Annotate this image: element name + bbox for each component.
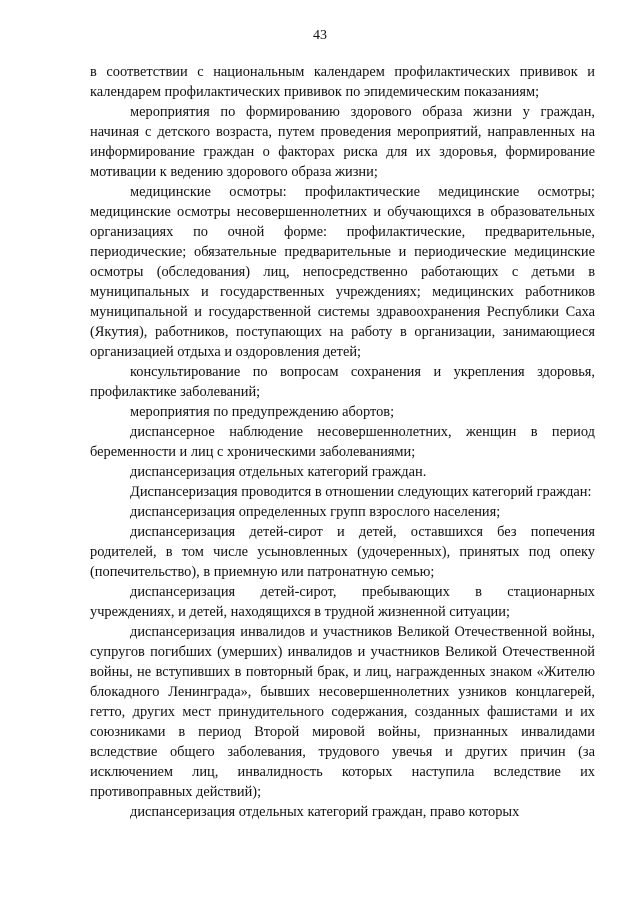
paragraph-war-veterans: диспансеризация инвалидов и участников Великой Отечественной войны, супругов погибших (умерших) инвалидов и участников Великой Отечественной войны, не вступивших в повторный брак, и лиц, награжденных знаком «Жителю блокадного Ленинграда», бывших несовершеннолетних узников концлагерей, гетто, других мест принудительного содержания, созданных фашистами и их союзниками в период Второй мировой войны, признанных инвалидами вследствие общего заболевания, трудового увечья и других причин (за исключением лиц, инвалидность которых наступила вследствие их противоправных действий); bbox=[90, 624, 595, 800]
paragraph-abortion-prevention: мероприятия по предупреждению абортов; bbox=[130, 404, 395, 420]
paragraph-other-categories: диспансеризация отдельных категорий граждан, право которых bbox=[130, 804, 520, 820]
paragraph-orphans-in-institutions: диспансеризация детей-сирот, пребывающих в стационарных учреждениях, и детей, находящихся в трудной жизненной ситуации; bbox=[90, 584, 595, 620]
paragraph-adult-population: диспансеризация определенных групп взрослого населения; bbox=[130, 504, 501, 520]
paragraph-orphans-without-care: диспансеризация детей-сирот и детей, оставшихся без попечения родителей, в том числе усыновленных (удочеренных), принятых под опеку (попечительство), в приемную или патронатную семью; bbox=[90, 524, 595, 580]
paragraph-healthy-lifestyle: мероприятия по формированию здорового образа жизни у граждан, начиная с детского возраста, путем проведения мероприятий, направленных на информирование граждан о факторах риска для их здоровья, формирование мотивации к ведению здорового образа жизни; bbox=[90, 104, 595, 180]
paragraph-dispensarization-intro: Диспансеризация проводится в отношении следующих категорий граждан: bbox=[130, 484, 592, 500]
paragraph-consulting: консультирование по вопросам сохранения и укрепления здоровья, профилактике заболеваний; bbox=[90, 364, 595, 400]
paragraph-dispensarization-categories: диспансеризация отдельных категорий граждан. bbox=[130, 464, 427, 480]
paragraph-vaccination-calendar: в соответствии с национальным календарем профилактических прививок и календарем профилактических прививок по эпидемическим показаниям; bbox=[90, 64, 595, 100]
page-number: 43 bbox=[313, 28, 327, 43]
paragraph-medical-examinations: медицинские осмотры: профилактические медицинские осмотры; медицинские осмотры несовершеннолетних и обучающихся в образовательных организациях по очной форме: профилактические, предварительные, периодические; обязательные предварительные и периодические медицинские осмотры (обследования) лиц, непосредственно работающих с детьми в муниципальных и государственных учреждениях; медицинских работников муниципальной и государственной системы здравоохранения Республики Саха (Якутия), работников, поступающих на работу в организации, занимающиеся организацией отдыха и оздоровления детей; bbox=[90, 184, 595, 360]
paragraph-dispensary-observation: диспансерное наблюдение несовершеннолетних, женщин в период беременности и лиц с хроническими заболеваниями; bbox=[90, 424, 595, 460]
document-body bbox=[90, 62, 595, 822]
